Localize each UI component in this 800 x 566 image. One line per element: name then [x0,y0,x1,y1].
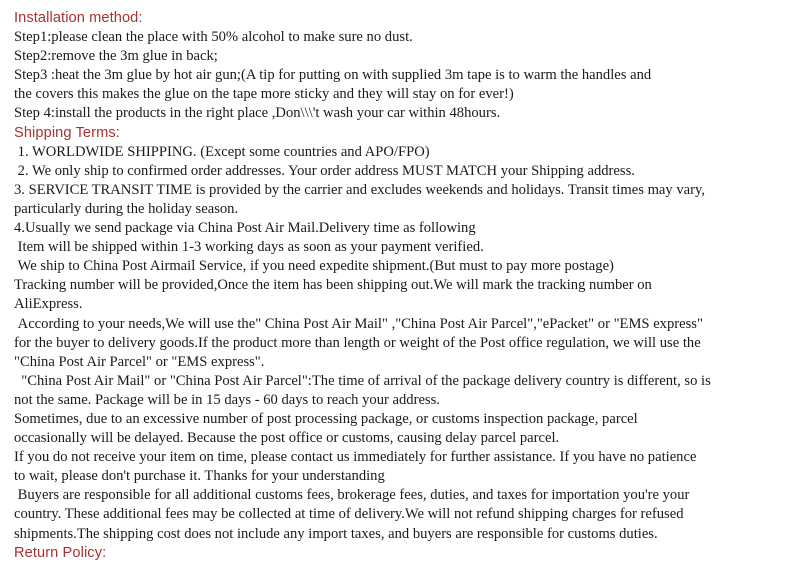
shipping-term-4: 4.Usually we send package via China Post Air Mail.Delivery time as following [14,220,476,237]
shipping-dispatch-time: Item will be shipped within 1-3 working days as soon as your payment verified. [14,239,484,256]
policy-document [14,9,794,563]
installation-heading: Installation method: [14,10,143,26]
shipping-contact-us: If you do not receive your item on time, please contact us immediately for further assistance. If you have no patience to wait, please don't purchase it. Thanks for your understanding [14,449,697,485]
installation-step-2: Step2:remove the 3m glue in back; [14,48,218,65]
shipping-term-2: 2. We only ship to confirmed order addresses. Your order address MUST MATCH your Shipping address. [14,162,635,179]
shipping-term-3: 3. SERVICE TRANSIT TIME is provided by the carrier and excludes weekends and holidays. Transit times may vary, particularly during the holiday season. [14,181,705,217]
installation-step-4: Step 4:install the products in the right place ,Don\\\'t wash your car within 48hours. [14,105,501,122]
shipping-term-1: 1. WORLDWIDE SHIPPING. (Except some countries and APO/FPO) [14,143,430,160]
return-policy-heading: Return Policy: [14,544,107,561]
shipping-arrival-time: "China Post Air Mail" or "China Post Air Parcel":The time of arrival of the package delivery country is different, so is not the same. Package will be in 15 days - 60 days to reach your address. [14,372,711,408]
shipping-heading: Shipping Terms: [14,124,120,141]
shipping-delays: Sometimes, due to an excessive number of post processing package, or customs inspection package, parcel occasionally will be delayed. Because the post office or customs, causing delay parcel parcel. [14,410,638,447]
installation-step-3: Step3 :heat the 3m glue by hot air gun;(A tip for putting on with supplied 3m tape is to warm the handles and the covers this makes the glue on the tape more sticky and they will stay on for ever!) [14,67,652,103]
shipping-airmail-service: We ship to China Post Airmail Service, if you need expedite shipment.(But must to pay more postage) [14,258,614,275]
shipping-carrier-options: According to your needs,We will use the" China Post Air Mail" ,"China Post Air Parcel","ePacket" or "EMS express" for the buyer to delivery goods.If the product more than length or weight of the Post office regulation, we will use the "China Post Air Parcel" or "EMS express". [14,315,703,370]
shipping-customs-fees: Buyers are responsible for all additional customs fees, brokerage fees, duties, and taxes for importation you're your country. These additional fees may be collected at time of delivery.We will not refund shipping charges for refused shipments.The shipping cost does not include any import taxes, and buyers are responsible for customs duties. [14,487,690,542]
shipping-tracking-number: Tracking number will be provided,Once the item has been shipping out.We will mark the tracking number on AliExpress. [14,277,652,313]
installation-step-1: Step1:please clean the place with 50% alcohol to make sure no dust. [14,29,413,46]
